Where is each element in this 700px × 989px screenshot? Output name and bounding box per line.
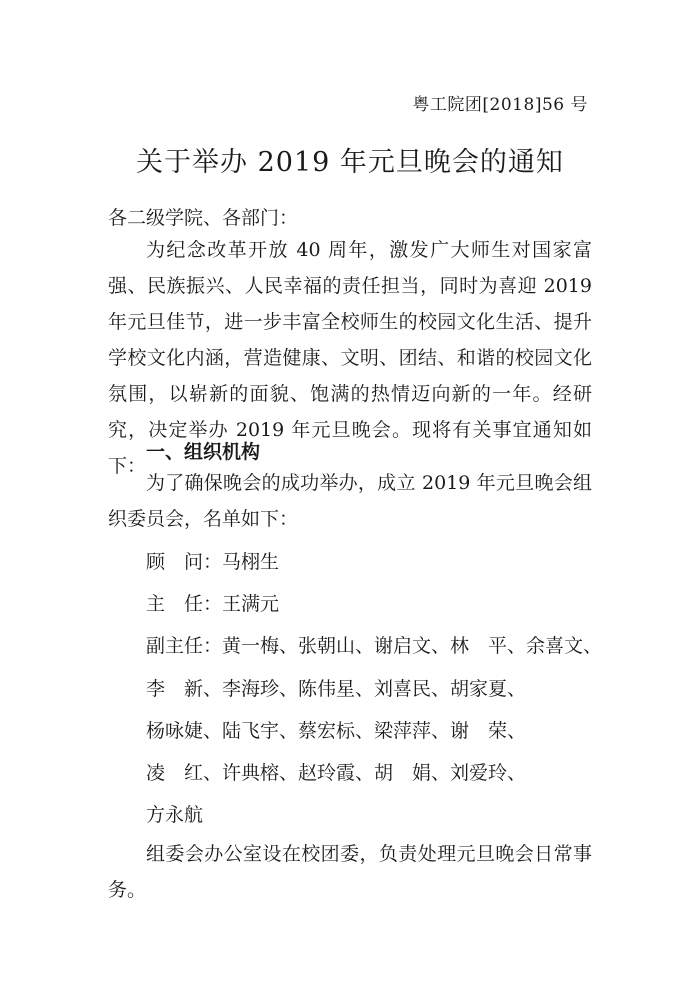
committee-vice-directors-line: 副主任：黄一梅、张朝山、谢启文、林 平、余喜文、 [146,635,603,657]
intro-paragraph: 为纪念改革开放 40 周年，激发广大师生对国家富强、民族振兴、人民幸福的责任担当，同时为喜迎 2019 年元旦佳节，进一步丰富全校师生的校园文化生活、提升学校文化内涵，营造健康、文明、团结、和谐的校园文化氛围，以崭新的面貌、饱满的热情迈向新的一年。经研究，决定举办 2019 年元旦晚会。现将有关事宜通知如下： [108,239,592,477]
committee-vice-directors-line: 方永航 [146,804,204,826]
salutation: 各二级学院、各部门： [108,207,299,229]
organization-paragraph: 为了确保晚会的成功举办，成立 2019 年元旦晚会组织委员会，名单如下： [108,472,592,530]
document-number: 粤工院团[2018]56 号 [412,95,588,115]
committee-vice-directors-line: 李 新、李海珍、陈伟星、刘喜民、胡家夏、 [146,678,527,700]
committee-director: 主 任：王满元 [146,593,280,615]
committee-adviser: 顾 问：马栩生 [146,551,280,573]
committee-vice-directors-line: 凌 红、许典榕、赵玲霞、胡 娟、刘爱玲、 [146,762,527,784]
office-paragraph: 组委会办公室设在校团委，负责处理元旦晚会日常事务。 [108,843,592,901]
section-heading-organization: 一、组织机构 [146,441,261,463]
document-title: 关于举办 2019 年元旦晚会的通知 [136,147,564,178]
committee-vice-directors-line: 杨咏婕、陆飞宇、蔡宏标、梁萍萍、谢 荣、 [146,720,527,742]
